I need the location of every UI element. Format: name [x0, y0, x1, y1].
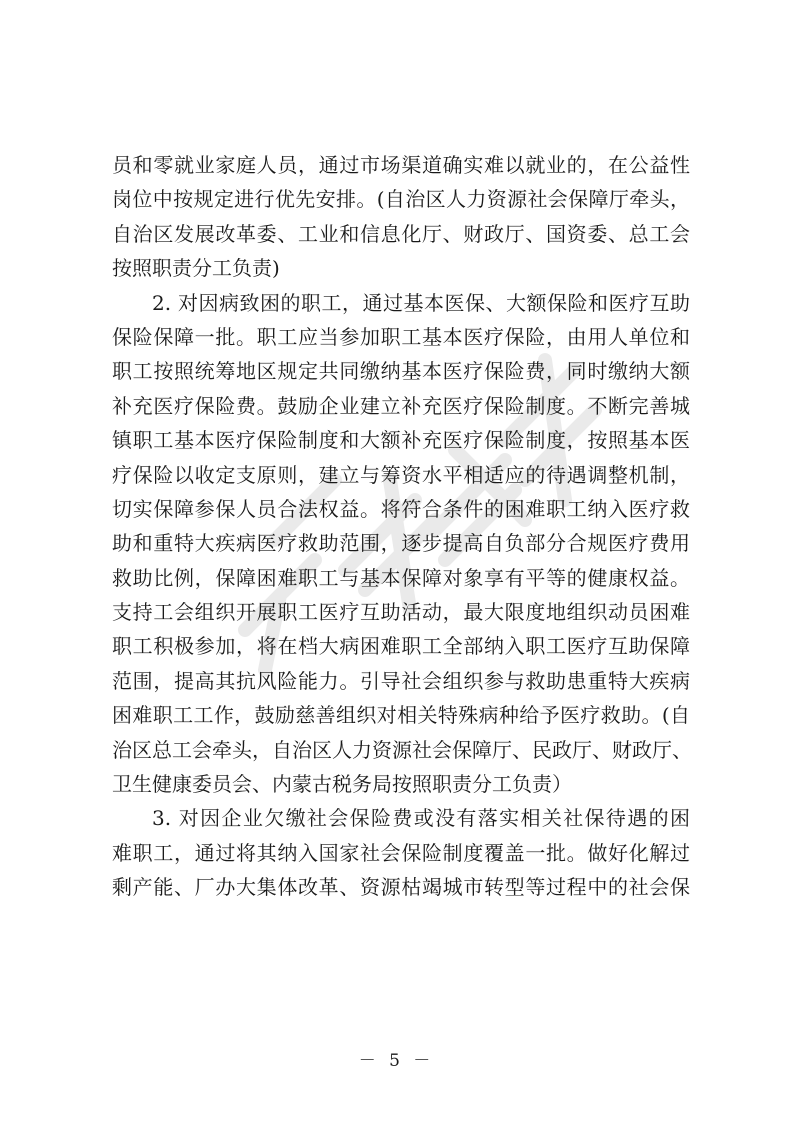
- body-text: [112, 148, 690, 905]
- text-line: 岗位中按规定进行优先安排。(自治区人力资源社会保障厅牵头，: [112, 187, 690, 212]
- text-line: 卫生健康委员会、内蒙古税务局按照职责分工负责）: [112, 772, 572, 797]
- paragraph-start-line: 2. 对因病致困的职工，通过基本医保、大额保险和医疗互助: [152, 290, 690, 315]
- text-line: 剩产能、厂办大集体改革、资源枯竭城市转型等过程中的社会保: [112, 875, 690, 900]
- text-line: 疗保险以收定支原则，建立与筹资水平相适应的待遇调整机制，: [112, 462, 690, 487]
- text-line: 范围，提高其抗风险能力。引导社会组织参与救助患重特大疾病: [112, 668, 690, 693]
- paragraph-start-line: 3. 对因企业欠缴社会保险费或没有落实相关社保待遇的困: [152, 806, 690, 831]
- text-line: 保险保障一批。职工应当参加职工基本医疗保险，由用人单位和: [112, 324, 690, 349]
- text-line: 职工按照统筹地区规定共同缴纳基本医疗保险费，同时缴纳大额: [112, 359, 690, 384]
- text-line: 按照职责分工负责): [112, 256, 280, 281]
- text-line: 员和零就业家庭人员，通过市场渠道确实难以就业的，在公益性: [112, 153, 690, 177]
- page-number: － 5 －: [358, 1051, 435, 1071]
- text-line: 自治区发展改革委、工业和信息化厅、财政厅、国资委、总工会: [112, 221, 690, 246]
- text-line: 治区总工会牵头，自治区人力资源社会保障厅、民政厅、财政厅、: [112, 737, 692, 762]
- text-line: 困难职工工作，鼓励慈善组织对相关特殊病种给予医疗救助。(自: [112, 703, 690, 728]
- text-line: 职工积极参加，将在档大病困难职工全部纳入职工医疗互助保障: [112, 634, 690, 659]
- text-line: 切实保障参保人员合法权益。将符合条件的困难职工纳入医疗救: [112, 496, 690, 521]
- text-line: 助和重特大疾病医疗救助范围，逐步提高自负部分合规医疗费用: [112, 531, 690, 556]
- text-line: 镇职工基本医疗保险制度和大额补充医疗保险制度，按照基本医: [112, 428, 690, 453]
- text-line: 难职工，通过将其纳入国家社会保险制度覆盖一批。做好化解过: [112, 840, 690, 865]
- text-line: 支持工会组织开展职工医疗互助活动，最大限度地组织动员困难: [112, 600, 690, 625]
- text-line: 救助比例，保障困难职工与基本保障对象享有平等的健康权益。: [112, 565, 690, 590]
- text-line: 补充医疗保险费。鼓励企业建立补充医疗保险制度。不断完善城: [112, 393, 690, 418]
